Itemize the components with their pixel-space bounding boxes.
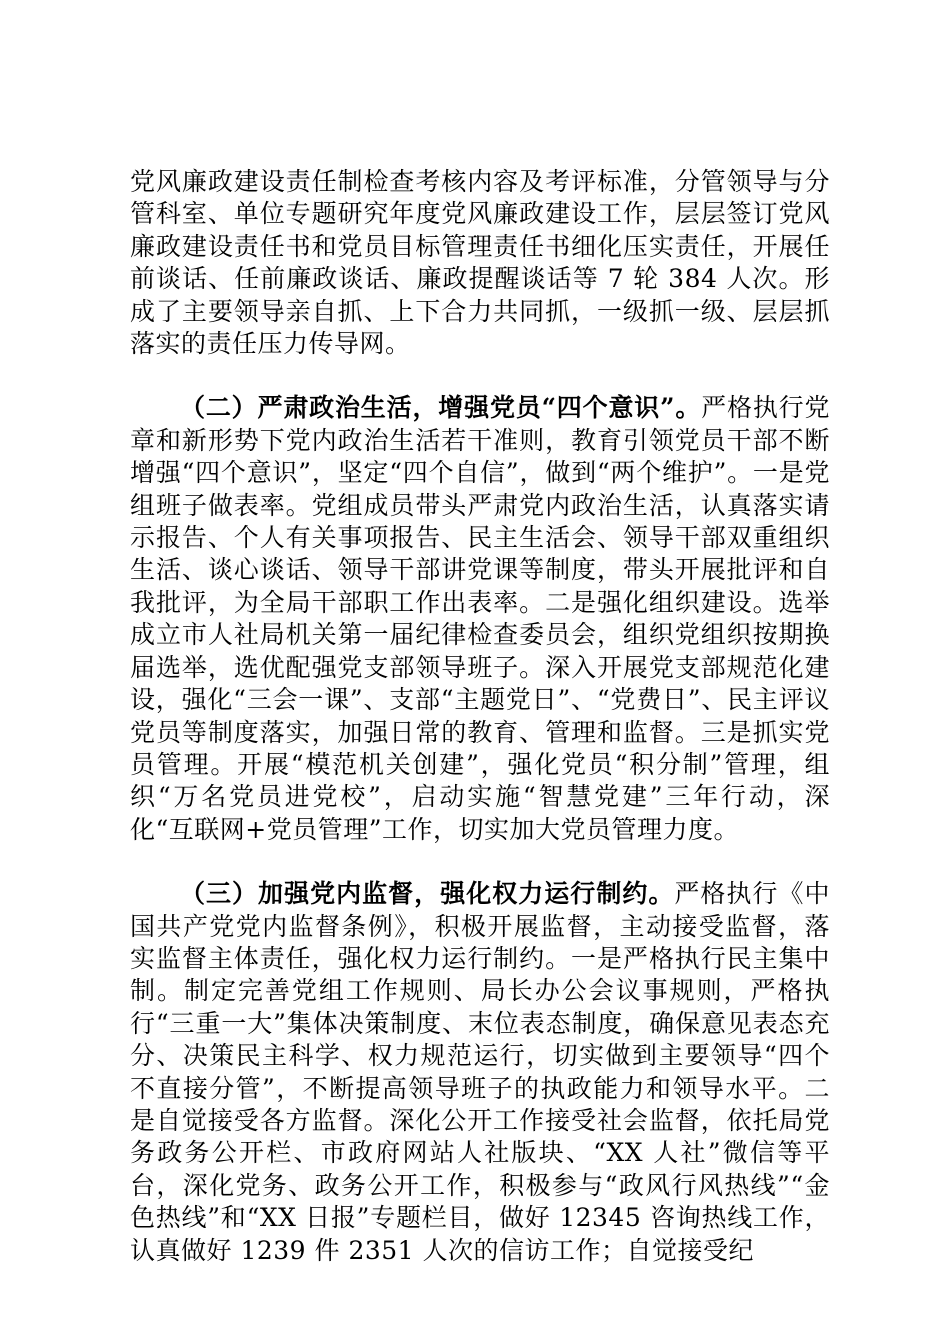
document-page xyxy=(130,166,830,1267)
section-heading-2: （二）严肃政治生活，增强党员“四个意识”。 xyxy=(180,393,702,423)
section-heading-3: （三）加强党内监督，强化权力运行制约。 xyxy=(180,879,675,909)
paragraph-2 xyxy=(130,392,830,846)
paragraph-2-body: 严格执行党章和新形势下党内政治生活若干准则，教育引领党员干部不断增强“四个意识”，坚定“四个自信”，做到“两个维护”。一是党组班子做表率。党组成员带头严肃党内政治生活，认真落实请示报告、个人有关事项报告、民主生活会、领导干部双重组织生活、谈心谈话、领导干部讲党课等制度，带头开展批评和自我批评，为全局干部职工作出表率。二是强化组织建设。选举成立市人社局机关第一届纪律检查委员会，组织党组织按期换届选举，选优配强党支部领导班子。深入开展党支部规范化建设，强化“三会一课”、支部“主题党日”、“党费日”、民主评议党员等制度落实，加强日常的教育、管理和监督。三是抓实党员管理。开展“模范机关创建”，强化党员“积分制”管理，组织“万名党员进党校”，启动实施“智慧党建”三年行动，深化“互联网+党员管理”工作，切实加大党员管理力度。 xyxy=(130,393,830,844)
paragraph-gap xyxy=(130,846,830,878)
paragraph-gap xyxy=(130,360,830,392)
paragraph-3 xyxy=(130,878,830,1267)
paragraph-1-body: 党风廉政建设责任制检查考核内容及考评标准，分管领导与分管科室、单位专题研究年度党风廉政建设工作，层层签订党风廉政建设责任书和党员目标管理责任书细化压实责任，开展任前谈话、任前廉政谈话、廉政提醒谈话等 7 轮 384 人次。形成了主要领导亲自抓、上下合力共同抓，一级抓一级、层层抓落实的责任压力传导网。 xyxy=(130,167,830,359)
paragraph-1 xyxy=(130,166,830,360)
paragraph-3-body: 严格执行《中国共产党党内监督条例》，积极开展监督，主动接受监督，落实监督主体责任，强化权力运行制约。一是严格执行民主集中制。制定完善党组工作规则、局长办公会议事规则，严格执行“三重一大”集体决策制度、末位表态制度，确保意见表态充分、决策民主科学、权力规范运行，切实做到主要领导“四个不直接分管”，不断提高领导班子的执政能力和领导水平。二是自觉接受各方监督。深化公开工作接受社会监督，依托局党务政务公开栏、市政府网站人社版块、“XX 人社”微信等平台，深化党务、政务公开工作，积极参与“政风行风热线”“金色热线”和“XX 日报”专题栏目，做好 12345 咨询热线工作，认真做好 1239 件 2351 人次的信访工作；自觉接受纪 xyxy=(130,879,830,1265)
